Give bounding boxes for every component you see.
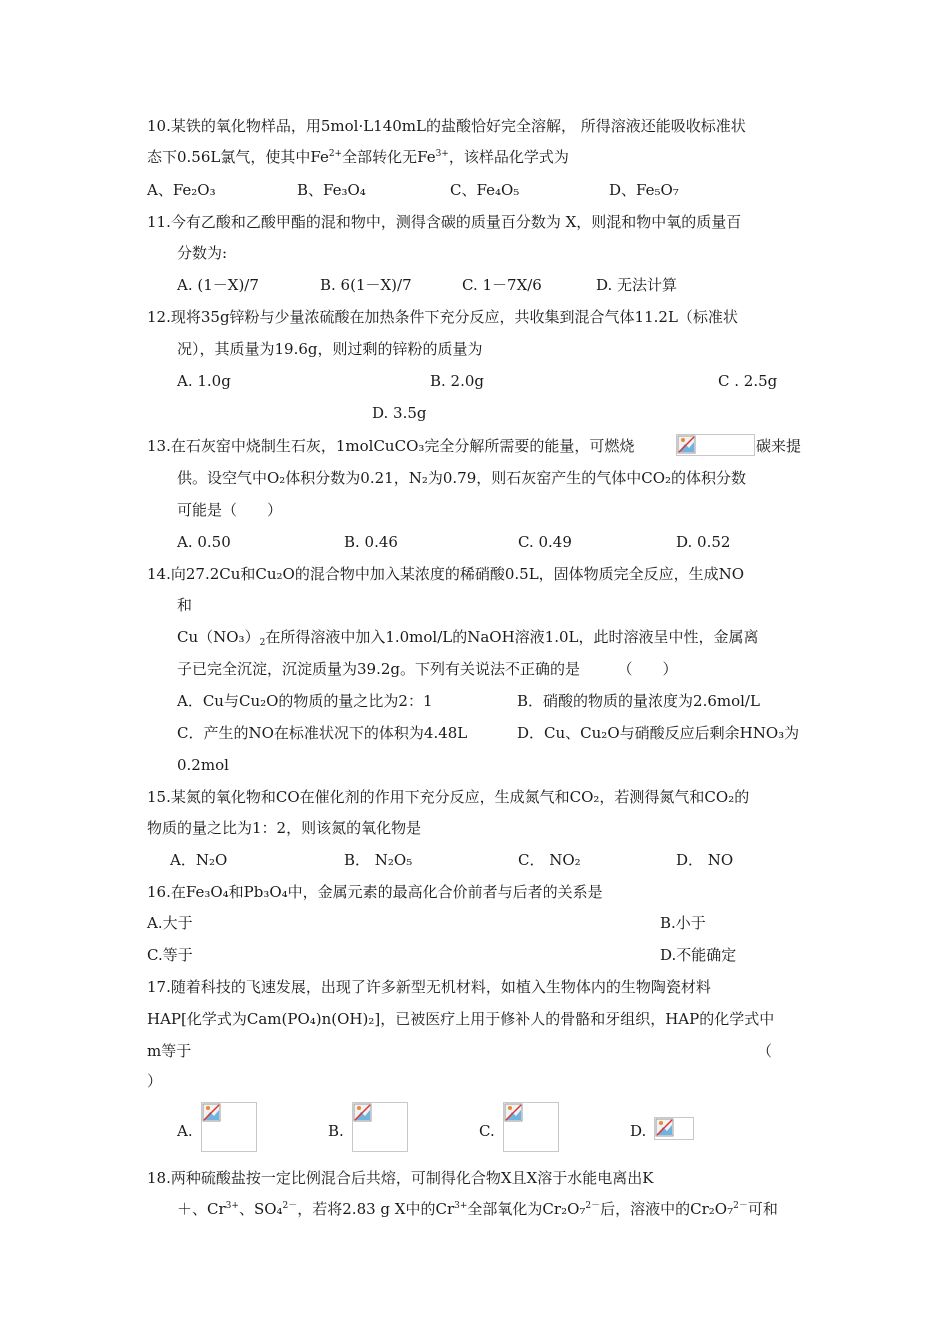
q18-line2e: 后，溶液中的Cr₂O₇ <box>600 1200 734 1218</box>
q12-line2: 况），其质量为19.6g，则过剩的锌粉的质量为 <box>177 340 483 358</box>
q13-option-b: B. 0.46 <box>344 533 398 551</box>
q14-line3b: 在所得溶液中加入1.0mol/L的NaOH溶液1.0L，此时溶液呈中性，金属离 <box>265 628 759 646</box>
q14-line3 <box>177 627 759 647</box>
q15-option-b: B． N₂O₅ <box>344 851 413 869</box>
q17-line3: m等于 <box>147 1042 192 1060</box>
q15-option-c: C． NO₂ <box>518 851 581 869</box>
q17-paren-close: ） <box>147 1072 163 1090</box>
q18-line2c: ，若将2.83 g X中的Cr <box>297 1200 455 1218</box>
q18-sup-cr2o7: 2－ <box>585 1201 601 1211</box>
q14-line3a: Cu（NO₃） <box>177 628 260 646</box>
q18-sup-cr3b: 3+ <box>454 1201 468 1211</box>
q13-option-a: A. 0.50 <box>177 533 231 551</box>
q10-option-b: B、Fe₃O₄ <box>297 181 366 199</box>
q11-option-b: B. 6(1－X)/7 <box>320 276 412 294</box>
q10-option-d: D、Fe₅O₇ <box>609 181 679 199</box>
q18-sup-so4: 2－ <box>282 1201 298 1211</box>
q17-paren-open: （ <box>757 1042 773 1060</box>
q17-line2: HAP[化学式为Cam(PO₄)n(OH)₂]，已被医疗上用于修补人的骨骼和牙组织，HAP的化学式中 <box>147 1010 775 1028</box>
q10-line2c: ，该样品化学式为 <box>448 148 569 166</box>
q10-line1: 10.某铁的氧化物样品，用5mol·L140mL的盐酸恰好完全溶解， 所得溶液还能吸收标准状 <box>147 117 746 135</box>
q16-option-d: D.不能确定 <box>660 946 737 964</box>
q14-option-b: B．硝酸的物质的量浓度为2.6mol/L <box>517 692 760 710</box>
q15-line1: 15.某氮的氧化物和CO在催化剂的作用下充分反应，生成氮气和CO₂，若测得氮气和CO₂的 <box>147 788 750 806</box>
q14-option-a: A．Cu与Cu₂O的物质的量之比为2：1 <box>177 692 433 710</box>
q17-option-a-image <box>201 1102 257 1152</box>
q12-option-b: B. 2.0g <box>430 372 485 390</box>
q14-option-c: C．产生的NO在标准状况下的体积为4.48L <box>177 724 468 742</box>
q12-line1: 12.现将35g锌粉与少量浓硫酸在加热条件下充分反应，共收集到混合气体11.2L（标准状 <box>147 308 738 326</box>
q17-option-c-image <box>503 1102 559 1152</box>
q13-line3: 可能是（ ） <box>177 501 283 519</box>
q11-option-c: C. 1－7X/6 <box>462 276 542 294</box>
q18-sup-cr2o7b: 2－ <box>733 1201 748 1211</box>
q12-option-c: C . 2.5g <box>718 372 778 390</box>
q14-line1: 14.向27.2Cu和Cu₂O的混合物中加入某浓度的稀硝酸0.5L，固体物质完全反应，生成NO <box>147 565 745 583</box>
q10-option-c: C、Fe₄O₅ <box>450 181 520 199</box>
q17-option-d-image <box>654 1117 694 1140</box>
q10-sup-fe2: 2+ <box>328 149 343 159</box>
q16-line1: 16.在Fe₃O₄和Pb₃O₄中，金属元素的最高化合价前者与后者的关系是 <box>147 883 603 901</box>
q13-line2: 供。设空气中O₂体积分数为0.21，N₂为0.79，则石灰窑产生的气体中CO₂的体积分数 <box>177 469 747 487</box>
q17-line1: 17.随着科技的飞速发展，出现了许多新型无机材料，如植入生物体内的生物陶瓷材料 <box>147 978 711 996</box>
q17-option-a: A. <box>177 1122 193 1140</box>
q18-sup-cr3: 3+ <box>225 1201 239 1211</box>
q14-line3-sub: 2 <box>259 638 266 648</box>
q10-line2a: 态下0.56L氯气，使其中Fe <box>147 148 329 166</box>
q10-option-a: A、Fe₂O₃ <box>147 181 216 199</box>
image-placeholder-icon <box>677 435 697 455</box>
q10-sup-fe3: 3+ <box>435 149 449 159</box>
q11-line2: 分数为: <box>177 244 228 262</box>
q14-option-d: D．Cu、Cu₂O与硝酸反应后剩余HNO₃为 <box>517 724 800 742</box>
q14-line2: 和 <box>177 596 193 614</box>
q11-line1: 11.今有乙酸和乙酸甲酯的混和物中，测得含碳的质量百分数为 X，则混和物中氧的质量百 <box>147 213 742 231</box>
q13-line1a: 13.在石灰窑中烧制生石灰，1molCuCO₃完全分解所需要的能量，可燃烧 <box>147 437 635 455</box>
q18-line2d: 全部氧化为Cr₂O₇ <box>467 1200 586 1218</box>
q16-option-a: A.大于 <box>147 914 193 932</box>
q10-line2 <box>147 147 569 167</box>
q13-option-c: C. 0.49 <box>518 533 572 551</box>
image-placeholder-icon <box>353 1103 373 1123</box>
q14-line4: 子已完全沉淀，沉淀质量为39.2g。下列有关说法不正确的是 （ ） <box>177 660 678 678</box>
q18-line2a: ＋、Cr <box>177 1200 226 1218</box>
broken-image-icon <box>676 434 755 456</box>
image-placeholder-icon <box>655 1118 675 1138</box>
q11-option-a: A. (1－X)/7 <box>177 276 259 294</box>
q14-option-d-cont: 0.2mol <box>177 756 229 774</box>
q11-option-d: D. 无法计算 <box>596 276 678 294</box>
q10-line2b: 全部转化无Fe <box>342 148 436 166</box>
q13-option-d: D. 0.52 <box>676 533 731 551</box>
q13-line1b: 碳来提 <box>756 437 802 455</box>
image-placeholder-icon <box>504 1103 524 1123</box>
q15-option-a: A．N₂O <box>170 851 228 869</box>
q16-option-c: C.等于 <box>147 946 193 964</box>
q17-option-b-image <box>352 1102 408 1152</box>
q18-line2f: 可和 <box>747 1200 778 1218</box>
q18-line1: 18.两种硫酸盐按一定比例混合后共熔，可制得化合物X且X溶于水能电离出K <box>147 1169 654 1187</box>
q17-option-d: D. <box>630 1122 647 1140</box>
q17-option-c: C. <box>479 1122 495 1140</box>
q15-option-d: D． NO <box>676 851 734 869</box>
q18-line2 <box>177 1199 778 1219</box>
q15-line2: 物质的量之比为1：2，则该氮的氧化物是 <box>147 819 422 837</box>
q12-option-d: D. 3.5g <box>372 404 427 422</box>
image-placeholder-icon <box>202 1103 222 1123</box>
q18-line2b: 、SO₄ <box>238 1200 283 1218</box>
q16-option-b: B.小于 <box>660 914 706 932</box>
q12-option-a: A. 1.0g <box>177 372 231 390</box>
q17-option-b: B. <box>328 1122 344 1140</box>
